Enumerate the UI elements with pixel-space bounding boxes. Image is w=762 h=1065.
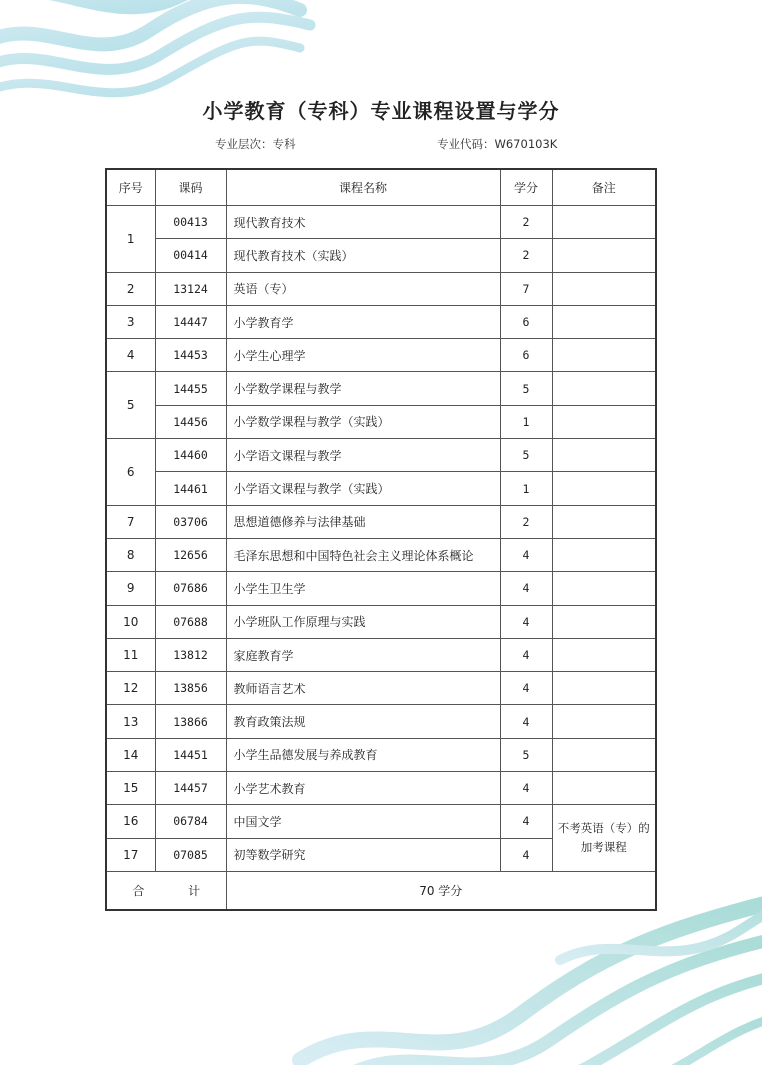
row-note bbox=[552, 272, 656, 305]
row-note bbox=[552, 505, 656, 538]
table-row bbox=[106, 638, 656, 671]
row-code: 14461 bbox=[155, 472, 226, 505]
row-code: 07688 bbox=[155, 605, 226, 638]
row-name: 小学生品德发展与养成教育 bbox=[226, 738, 500, 771]
row-seq: 14 bbox=[106, 738, 155, 771]
row-seq: 6 bbox=[106, 439, 155, 506]
row-name: 小学生心理学 bbox=[226, 339, 500, 372]
page-title: 小学教育（专科）专业课程设置与学分 bbox=[202, 99, 560, 123]
row-note bbox=[552, 672, 656, 705]
header-seq: 序号 bbox=[106, 169, 155, 206]
row-credit: 4 bbox=[500, 838, 552, 871]
row-seq: 11 bbox=[106, 638, 155, 671]
row-note bbox=[552, 538, 656, 571]
row-code: 06784 bbox=[155, 805, 226, 838]
row-credit: 2 bbox=[500, 206, 552, 239]
row-code: 14453 bbox=[155, 339, 226, 372]
row-name: 家庭教育学 bbox=[226, 638, 500, 671]
row-credit: 7 bbox=[500, 272, 552, 305]
row-seq: 1 bbox=[106, 206, 155, 273]
row-code: 12656 bbox=[155, 538, 226, 571]
row-seq: 5 bbox=[106, 372, 155, 439]
header-code: 课码 bbox=[155, 169, 226, 206]
row-credit: 4 bbox=[500, 605, 552, 638]
row-note bbox=[552, 772, 656, 805]
row-name: 小学语文课程与教学 bbox=[226, 439, 500, 472]
row-seq: 13 bbox=[106, 705, 155, 738]
row-credit: 4 bbox=[500, 705, 552, 738]
row-note bbox=[552, 572, 656, 605]
header-credit: 学分 bbox=[500, 169, 552, 206]
row-note bbox=[552, 372, 656, 405]
row-code: 14447 bbox=[155, 305, 226, 338]
row-code: 00414 bbox=[155, 239, 226, 272]
row-note bbox=[552, 439, 656, 472]
row-name: 小学班队工作原理与实践 bbox=[226, 605, 500, 638]
table-header-row bbox=[106, 169, 656, 206]
row-credit: 2 bbox=[500, 239, 552, 272]
row-code: 14460 bbox=[155, 439, 226, 472]
row-note bbox=[552, 339, 656, 372]
row-name: 小学数学课程与教学 bbox=[226, 372, 500, 405]
row-name: 小学艺术教育 bbox=[226, 772, 500, 805]
major-level: 专业层次：专科 bbox=[215, 137, 296, 151]
row-credit: 1 bbox=[500, 405, 552, 438]
row-note bbox=[552, 705, 656, 738]
row-name: 思想道德修养与法律基础 bbox=[226, 505, 500, 538]
row-code: 07686 bbox=[155, 572, 226, 605]
row-credit: 6 bbox=[500, 305, 552, 338]
row-name: 现代教育技术（实践） bbox=[226, 239, 500, 272]
row-credit: 2 bbox=[500, 505, 552, 538]
row-code: 07085 bbox=[155, 838, 226, 871]
row-seq: 10 bbox=[106, 605, 155, 638]
row-credit: 6 bbox=[500, 339, 552, 372]
row-credit: 4 bbox=[500, 538, 552, 571]
row-code: 14456 bbox=[155, 405, 226, 438]
row-note bbox=[552, 206, 656, 239]
table-row bbox=[106, 439, 656, 472]
row-seq: 7 bbox=[106, 505, 155, 538]
row-name: 初等数学研究 bbox=[226, 838, 500, 871]
row-code: 14457 bbox=[155, 772, 226, 805]
row-note bbox=[552, 239, 656, 272]
row-note bbox=[552, 638, 656, 671]
table-row bbox=[106, 305, 656, 338]
table-row bbox=[106, 239, 656, 272]
note-extra-exam: 不考英语（专）的加考课程 bbox=[552, 805, 656, 872]
row-seq: 8 bbox=[106, 538, 155, 571]
row-name: 教育政策法规 bbox=[226, 705, 500, 738]
table-row bbox=[106, 605, 656, 638]
row-note bbox=[552, 405, 656, 438]
row-code: 13866 bbox=[155, 705, 226, 738]
table-row bbox=[106, 272, 656, 305]
row-name: 教师语言艺术 bbox=[226, 672, 500, 705]
row-name: 毛泽东思想和中国特色社会主义理论体系概论 bbox=[226, 538, 500, 571]
total-row bbox=[106, 871, 656, 910]
row-code: 00413 bbox=[155, 206, 226, 239]
table-row bbox=[106, 505, 656, 538]
row-name: 小学生卫生学 bbox=[226, 572, 500, 605]
table-row bbox=[106, 538, 656, 571]
row-name: 小学语文课程与教学（实践） bbox=[226, 472, 500, 505]
total-label-he: 合 bbox=[132, 883, 145, 898]
row-note bbox=[552, 605, 656, 638]
total-label-ji: 计 bbox=[188, 883, 201, 898]
table-row bbox=[106, 472, 656, 505]
row-credit: 5 bbox=[500, 372, 552, 405]
table-row bbox=[106, 772, 656, 805]
row-name: 小学数学课程与教学（实践） bbox=[226, 405, 500, 438]
row-name: 现代教育技术 bbox=[226, 206, 500, 239]
row-credit: 1 bbox=[500, 472, 552, 505]
row-seq: 17 bbox=[106, 838, 155, 871]
row-credit: 4 bbox=[500, 772, 552, 805]
row-credit: 4 bbox=[500, 572, 552, 605]
table-row bbox=[106, 738, 656, 771]
row-seq: 9 bbox=[106, 572, 155, 605]
row-code: 14451 bbox=[155, 738, 226, 771]
course-table bbox=[105, 168, 657, 911]
row-seq: 12 bbox=[106, 672, 155, 705]
row-note bbox=[552, 472, 656, 505]
row-seq: 4 bbox=[106, 339, 155, 372]
row-name: 小学教育学 bbox=[226, 305, 500, 338]
row-note bbox=[552, 305, 656, 338]
row-code: 13856 bbox=[155, 672, 226, 705]
row-seq: 2 bbox=[106, 272, 155, 305]
row-code: 14455 bbox=[155, 372, 226, 405]
table-row bbox=[106, 672, 656, 705]
row-note bbox=[552, 738, 656, 771]
major-code: 专业代码：W670103K bbox=[437, 137, 558, 151]
table-row bbox=[106, 572, 656, 605]
row-credit: 5 bbox=[500, 738, 552, 771]
row-name: 中国文学 bbox=[226, 805, 500, 838]
row-code: 13812 bbox=[155, 638, 226, 671]
total-label bbox=[106, 871, 226, 910]
row-credit: 4 bbox=[500, 638, 552, 671]
table-row bbox=[106, 339, 656, 372]
row-name: 英语（专） bbox=[226, 272, 500, 305]
row-seq: 3 bbox=[106, 305, 155, 338]
row-credit: 4 bbox=[500, 672, 552, 705]
total-value: 70 学分 bbox=[226, 871, 656, 910]
row-credit: 5 bbox=[500, 439, 552, 472]
header-name: 课程名称 bbox=[226, 169, 500, 206]
header-note: 备注 bbox=[552, 169, 656, 206]
row-credit: 4 bbox=[500, 805, 552, 838]
table-row bbox=[106, 805, 656, 838]
table-row bbox=[106, 372, 656, 405]
row-code: 03706 bbox=[155, 505, 226, 538]
row-code: 13124 bbox=[155, 272, 226, 305]
row-seq: 15 bbox=[106, 772, 155, 805]
table-row bbox=[106, 705, 656, 738]
table-row bbox=[106, 405, 656, 438]
row-seq: 16 bbox=[106, 805, 155, 838]
table-row bbox=[106, 206, 656, 239]
